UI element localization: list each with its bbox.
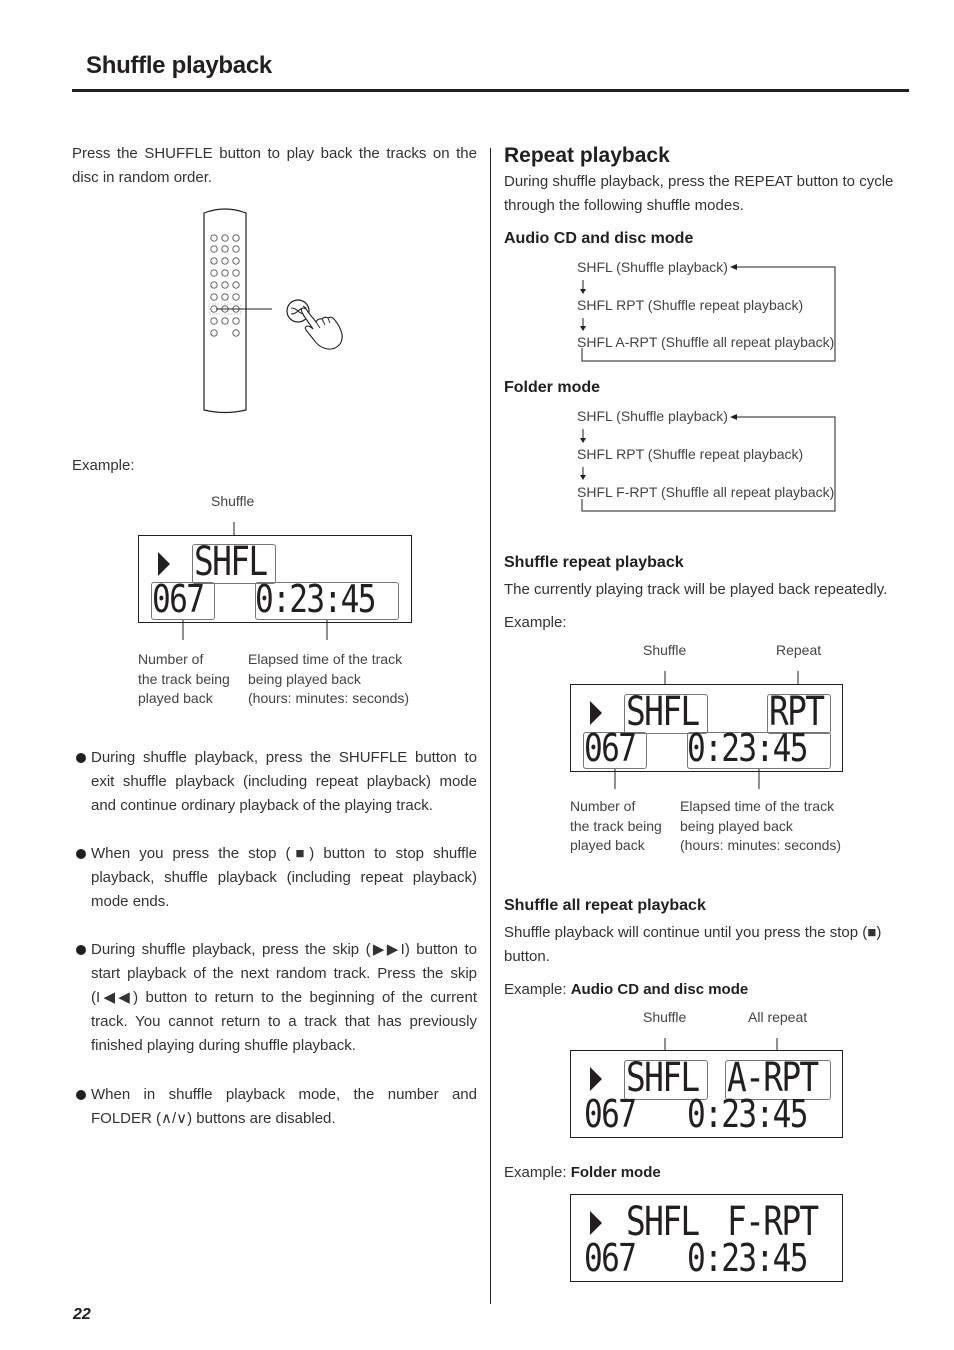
shuffle-repeat-heading: Shuffle repeat playback — [504, 554, 684, 571]
time-caption: Elapsed time of the track being played back (hours: minutes: seconds) — [248, 651, 410, 706]
page-title: Shuffle playback — [86, 52, 272, 79]
lcd-display-repeat — [570, 684, 843, 772]
page-number: 22 — [73, 1306, 91, 1323]
bullet-text: During shuffle playback, press the skip (▶▶I) button to start playback of the next random track. Press the skip (I◀◀) button to return to the beginning of the current track. You cannot return to a track that has previously finished playing during shuffle playback. — [91, 941, 477, 1054]
shuffle-all-text: Shuffle playback will continue until you press the stop (■) button. — [504, 924, 882, 965]
example-prefix: Example: — [504, 981, 571, 998]
time-leader-line — [326, 620, 328, 640]
lcd-track-number: 067 — [584, 726, 636, 770]
flow-step: SHFL (Shuffle playback) — [577, 259, 728, 275]
lcd-repeat-text: F-RPT — [727, 1199, 818, 1245]
lcd-mode-text: SHFL — [626, 1055, 699, 1101]
all-repeat-indicator-label: All repeat — [748, 1009, 808, 1025]
play-indicator-icon — [156, 550, 174, 578]
example-folder-label — [504, 1161, 661, 1185]
lcd-display-all-repeat — [570, 1050, 843, 1138]
track-caption: Number of the track being played back — [138, 651, 230, 706]
shuffle-indicator-label: Shuffle — [211, 493, 255, 509]
bullet-dot — [76, 1090, 86, 1100]
example-audio-label — [504, 978, 748, 1002]
lcd-mode-text: SHFL — [626, 1199, 699, 1245]
flow-step: SHFL A-RPT (Shuffle all repeat playback) — [577, 334, 835, 350]
example-label: Example: — [72, 457, 135, 474]
bullet-text: During shuffle playback, press the SHUFFLE button to exit shuffle playback (including repeat playback) mode and continue ordinary playback of the playing track. — [91, 749, 477, 814]
title-rule — [72, 89, 909, 92]
repeat-intro: During shuffle playback, press the REPEAT button to cycle through the following shuffle modes. — [504, 173, 894, 214]
play-indicator-icon — [588, 1209, 606, 1237]
play-indicator-icon — [588, 699, 606, 727]
track-leader-line — [614, 769, 616, 789]
bullet-text: When you press the stop (■) button to stop shuffle playback, shuffle playback (including repeat playback) mode ends. — [91, 845, 477, 910]
lcd-track-number: 067 — [584, 1236, 636, 1280]
intro-text: Press the SHUFFLE button to play back the tracks on the disc in random order. — [72, 145, 477, 186]
bullet-text: When in shuffle playback mode, the number and FOLDER (∧/∨) buttons are disabled. — [91, 1086, 477, 1127]
example-prefix: Example: — [504, 1164, 571, 1181]
example-label: Example: — [504, 614, 567, 631]
folder-flow-arrows — [575, 411, 840, 515]
bullet-dot — [76, 753, 86, 763]
lcd-display-shuffle — [138, 535, 412, 623]
lcd-display-folder-repeat — [570, 1194, 843, 1282]
lcd-elapsed-time: 0:23:45 — [687, 1236, 807, 1280]
lcd-mode-text: SHFL — [194, 539, 267, 585]
bullet-item — [76, 842, 477, 914]
flow-step: SHFL RPT (Shuffle repeat playback) — [577, 297, 804, 313]
lcd-elapsed-time: 0:23:45 — [687, 1092, 807, 1136]
lcd-repeat-text: A-RPT — [727, 1055, 818, 1101]
track-caption: Number of the track being played back — [570, 798, 662, 853]
shuffle-repeat-text: The currently playing track will be played back repeatedly. — [504, 581, 888, 598]
repeat-heading: Repeat playback — [504, 144, 670, 167]
flow-step: SHFL (Shuffle playback) — [577, 408, 728, 424]
folder-heading: Folder mode — [504, 379, 601, 396]
shuffle-indicator-label: Shuffle — [643, 1009, 687, 1025]
lcd-track-number: 067 — [152, 577, 204, 621]
bullet-dot — [76, 849, 86, 859]
lcd-elapsed-time: 0:23:45 — [687, 726, 807, 770]
bullet-dot — [76, 945, 86, 955]
play-indicator-icon — [588, 1065, 606, 1093]
flow-step: SHFL F-RPT (Shuffle all repeat playback) — [577, 484, 835, 500]
audio-cd-heading: Audio CD and disc mode — [504, 230, 694, 247]
bullet-item — [76, 938, 477, 1058]
lcd-track-number: 067 — [584, 1092, 636, 1136]
time-leader-line — [758, 769, 760, 789]
track-leader-line — [182, 620, 184, 640]
example-mode-name: Folder mode — [570, 1164, 661, 1181]
lcd-repeat-text: RPT — [769, 689, 824, 735]
audio-cd-flow-arrows — [575, 262, 840, 364]
column-divider — [490, 148, 491, 1304]
shuffle-indicator-label: Shuffle — [643, 642, 687, 658]
flow-step: SHFL RPT (Shuffle repeat playback) — [577, 446, 804, 462]
pointing-hand-icon — [296, 306, 348, 352]
bullet-item — [76, 1083, 477, 1131]
repeat-indicator-label: Repeat — [776, 642, 822, 658]
lcd-mode-text: SHFL — [626, 689, 699, 735]
shuffle-all-heading: Shuffle all repeat playback — [504, 897, 706, 914]
example-mode-name: Audio CD and disc mode — [570, 981, 749, 998]
lcd-elapsed-time: 0:23:45 — [255, 577, 375, 621]
time-caption: Elapsed time of the track being played back (hours: minutes: seconds) — [680, 798, 842, 853]
bullet-item — [76, 746, 477, 818]
